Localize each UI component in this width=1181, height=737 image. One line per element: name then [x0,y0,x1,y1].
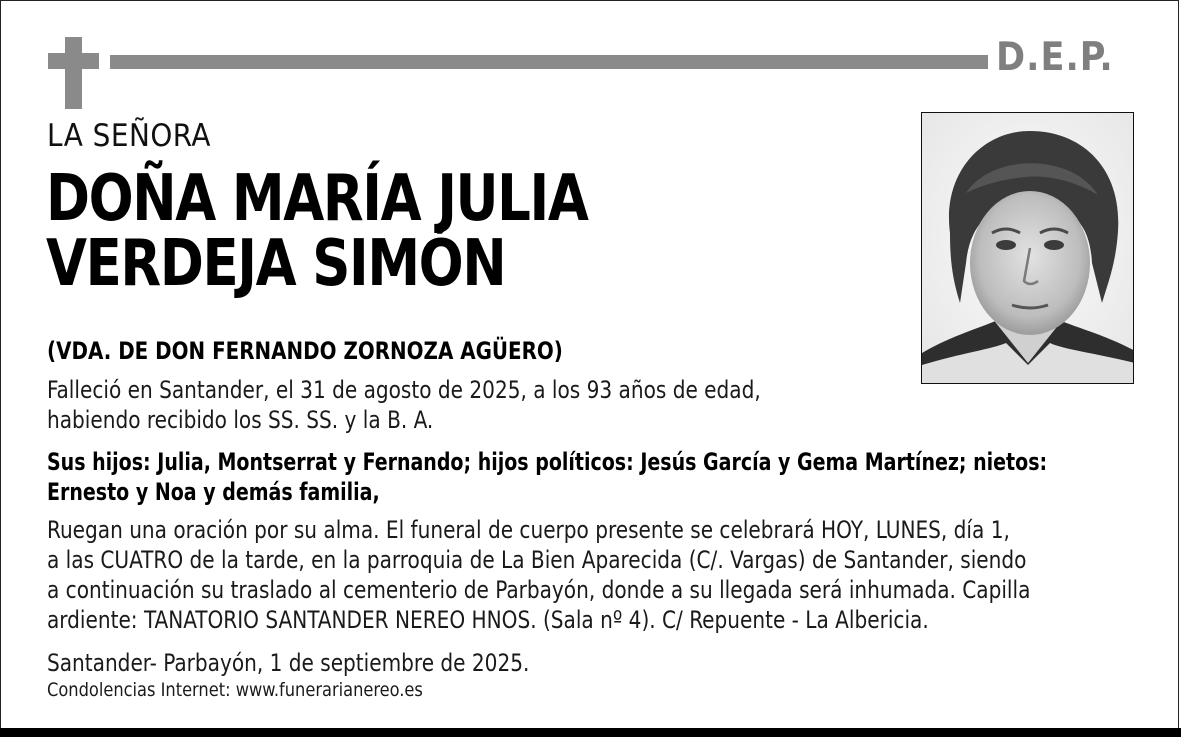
family-line: Ernesto y Noa y demás familia, [47,478,380,506]
death-details [47,375,761,435]
death-line: Falleció en Santander, el 31 de agosto de 2025, a los 93 años de edad, [47,376,761,404]
cross-icon-arm [48,53,99,69]
service-line: a las CUATRO de la tarde, en la parroquia de La Bien Aparecida (C/. Vargas) de Santander, siendo [47,546,1027,574]
cross-icon [65,37,82,109]
death-line: habiendo recibido los SS. SS. y la B. A. [47,406,434,434]
title-prefix: LA SEÑORA [47,118,211,154]
dep-label: D.E.P. [996,35,1114,80]
service-line: Ruegan una oración por su alma. El funeral de cuerpo presente se celebrará HOY, LUNES, día 1, [47,516,1010,544]
service-details [47,515,1030,635]
header-rule [110,55,988,69]
deceased-name-line-1: DOÑA MARÍA JULIA [46,162,588,236]
portrait-photo [921,112,1134,384]
widow-of: (VDA. DE DON FERNANDO ZORNOZA AGÜERO) [47,337,563,365]
bottom-rule [0,728,1181,737]
family-line: Sus hijos: Julia, Montserrat y Fernando; hijos políticos: Jesús García y Gema Martínez; nietos: [47,448,1048,476]
place-date: Santander- Parbayón, 1 de septiembre de 2025. [47,649,530,677]
deceased-name [46,162,588,301]
portrait-image [922,113,1134,384]
deceased-name-line-2: VERDEJA SIMÓN [46,227,506,301]
condolences-link: Condolencias Internet: www.funerarianereo.es [47,679,423,701]
service-line: ardiente: TANATORIO SANTANDER NEREO HNOS. (Sala nº 4). C/ Repuente - La Albericia. [47,606,929,634]
family-list [47,447,1047,507]
service-line: a continuación su traslado al cementerio de Parbayón, donde a su llegada será inhumada. Capilla [47,576,1031,604]
